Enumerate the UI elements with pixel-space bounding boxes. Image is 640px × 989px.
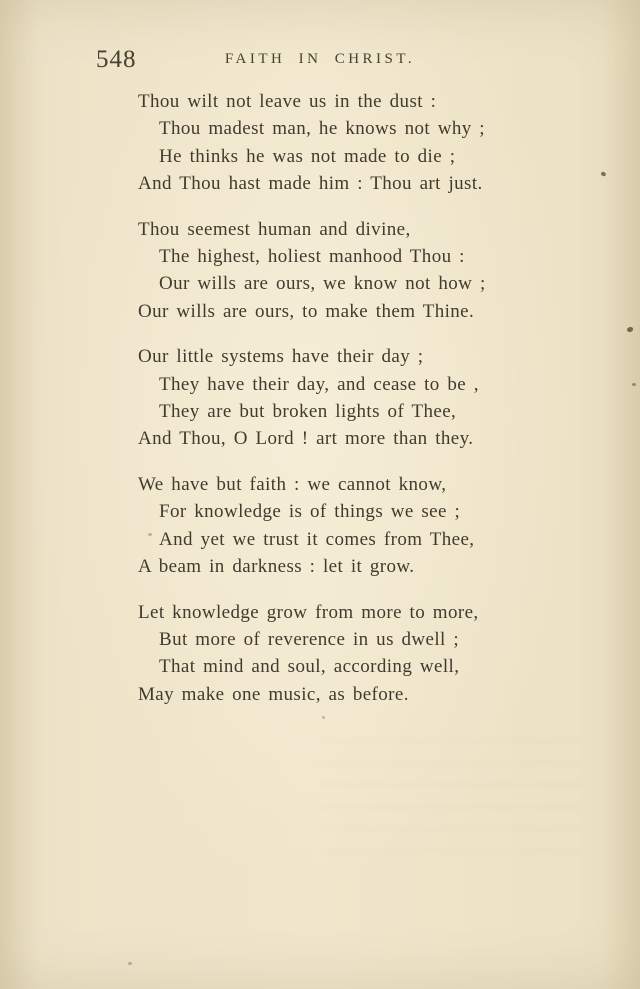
ink-speck <box>632 383 636 386</box>
poem-line: And Thou hast made him : Thou art just. <box>138 173 483 195</box>
show-through-text <box>320 740 580 860</box>
stanza <box>138 343 568 453</box>
stanza <box>138 471 568 581</box>
poem-line: They are but broken lights of Thee, <box>159 401 457 423</box>
ink-speck <box>128 962 132 965</box>
poem <box>138 88 568 726</box>
stanza <box>138 599 568 709</box>
poem-line: We have but faith : we cannot know, <box>138 473 447 495</box>
poem-line: Thou wilt not leave us in the dust : <box>138 91 437 112</box>
running-header: FAITH IN CHRIST. <box>224 51 416 67</box>
page-number: 548 <box>96 46 137 73</box>
poem-line: Our wills are ours, we know not how ; <box>159 273 486 295</box>
poem-line: May make one music, as before. <box>138 683 409 705</box>
poem-line: But more of reverence in us dwell ; <box>159 628 460 650</box>
poem-line: And Thou, O Lord ! art more than they. <box>138 428 474 450</box>
page-header <box>0 46 640 76</box>
poem-line: Let knowledge grow from more to more, <box>138 601 479 623</box>
ink-speck <box>148 533 152 536</box>
poem-line: He thinks he was not made to die ; <box>159 145 456 167</box>
poem-line: That mind and soul, according well, <box>159 656 460 678</box>
stanza <box>138 216 568 326</box>
ink-speck <box>627 327 633 332</box>
poem-line: Thou seemest human and divine, <box>138 218 411 240</box>
poem-line: Our wills are ours, to make them Thine. <box>138 300 475 322</box>
poem-line: And yet we trust it comes from Thee, <box>159 528 475 550</box>
ink-speck <box>322 716 325 719</box>
poem-line: They have their day, and cease to be , <box>159 373 479 395</box>
poem-line: A beam in darkness : let it grow. <box>138 556 415 578</box>
poem-line: Our little systems have their day ; <box>138 346 424 368</box>
poem-line: Thou madest man, he knows not why ; <box>159 118 485 140</box>
poem-line: For knowledge is of things we see ; <box>159 501 461 523</box>
ink-speck <box>600 171 606 176</box>
stanza <box>138 88 568 198</box>
poem-line: The highest, holiest manhood Thou : <box>159 246 465 268</box>
